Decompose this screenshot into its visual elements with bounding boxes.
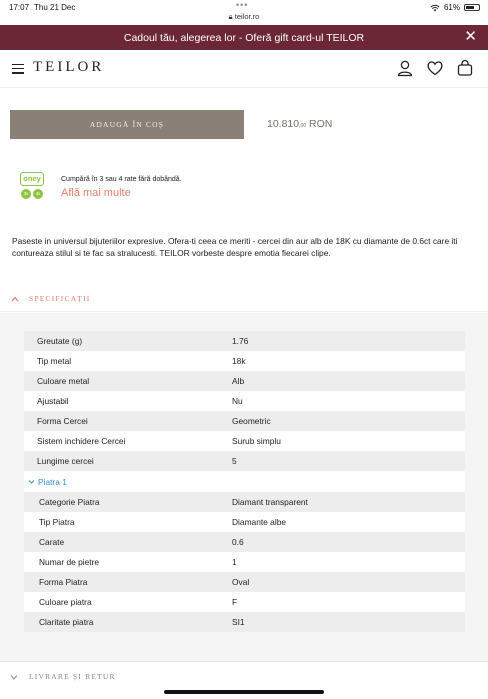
price-main: 10.810 xyxy=(267,118,300,130)
spec-value: Alb xyxy=(232,376,245,386)
price-currency: RON xyxy=(309,118,333,130)
spec-row xyxy=(24,492,465,512)
product-price xyxy=(267,118,332,130)
spec-value: 18k xyxy=(232,356,246,366)
spec-value: Nu xyxy=(232,396,243,406)
spec-value: 0.6 xyxy=(232,537,244,547)
promo-text[interactable]: Cadoul tău, alegerea lor - Oferă gift card-ul TEILOR xyxy=(123,31,365,44)
spec-value: SI1 xyxy=(232,617,245,627)
spec-key: Tip metal xyxy=(37,356,72,366)
delivery-returns-title: LIVRARE ȘI RETUR xyxy=(29,672,116,681)
spec-key: Numar de pietre xyxy=(39,557,100,567)
spec-key: Sistem inchidere Cercei xyxy=(37,436,126,446)
specifications-panel xyxy=(0,313,488,661)
delivery-returns-toggle[interactable] xyxy=(0,661,488,691)
spec-row xyxy=(24,411,465,431)
stone-group-toggle[interactable] xyxy=(24,471,465,492)
specifications-toggle[interactable] xyxy=(0,286,488,312)
oney-badge: oney xyxy=(20,172,44,186)
product-description: Paseste in universul bijuteriilor expresive. Ofera-ti ceea ce meriti - cercei din aur alb de 18K cu diamante de 0.6ct care iti contureaza stilul si te fac sa stralucesti. TEILOR vorbeste despre emotia fiecarei clipe. xyxy=(12,236,458,258)
spec-key: Categorie Piatra xyxy=(39,497,100,507)
home-indicator[interactable] xyxy=(164,690,324,694)
spec-row xyxy=(24,331,465,351)
battery-percent: 61% xyxy=(443,3,460,12)
price-decimals: ,00 xyxy=(299,123,307,129)
spec-row xyxy=(24,552,465,572)
spec-value: 5 xyxy=(232,456,237,466)
cart-icon[interactable] xyxy=(456,59,474,77)
status-time: 17:07 xyxy=(9,3,30,12)
oney-4x-dot: 4x xyxy=(33,189,43,199)
spec-row xyxy=(24,391,465,411)
battery-icon xyxy=(464,4,480,11)
spec-key: Carate xyxy=(39,537,65,547)
status-date: Thu 21 Dec xyxy=(34,3,76,12)
status-bar xyxy=(0,0,488,24)
spec-row xyxy=(24,351,465,371)
wifi-icon xyxy=(430,4,440,12)
oney-info-text: Cumpără în 3 sau 4 rate fără dobândă. xyxy=(61,176,182,183)
oney-learn-more-link[interactable]: Află mai multe xyxy=(61,187,131,199)
specifications-table xyxy=(24,331,465,632)
chevron-down-icon xyxy=(10,673,18,681)
spec-key: Tip Piatra xyxy=(39,517,75,527)
spec-value: F xyxy=(232,597,238,607)
chevron-up-icon xyxy=(11,295,19,303)
spec-value: Diamant transparent xyxy=(232,497,308,507)
spec-key: Culoare piatra xyxy=(39,597,92,607)
spec-row xyxy=(24,592,465,612)
lock-icon: 🔒︎ xyxy=(228,12,233,21)
spec-value: 1.76 xyxy=(232,336,249,346)
spec-row xyxy=(24,572,465,592)
specifications-title: SPECIFICAȚII xyxy=(29,294,91,303)
close-icon[interactable]: ✕ xyxy=(464,28,477,45)
spec-key: Forma Piatra xyxy=(39,577,88,587)
stone-group-label: Piatra 1 xyxy=(38,476,67,487)
oney-installments xyxy=(20,172,220,206)
spec-row xyxy=(24,512,465,532)
spec-value: Geometric xyxy=(232,416,271,426)
more-dots-icon[interactable]: ••• xyxy=(236,0,249,10)
purchase-row xyxy=(10,110,488,139)
spec-key: Claritate piatra xyxy=(39,617,94,627)
spec-value: Diamante albe xyxy=(232,517,287,527)
oney-logo xyxy=(20,172,46,202)
promo-banner[interactable] xyxy=(0,25,488,50)
spec-row xyxy=(24,431,465,451)
spec-value: Surub simplu xyxy=(232,436,281,446)
spec-value: 1 xyxy=(232,557,237,567)
spec-key: Forma Cercei xyxy=(37,416,88,426)
spec-row xyxy=(24,371,465,391)
spec-value: Oval xyxy=(232,577,250,587)
spec-row xyxy=(24,532,465,552)
site-header xyxy=(0,50,488,88)
address-bar[interactable] xyxy=(0,12,488,22)
spec-key: Greutate (g) xyxy=(37,336,83,346)
chevron-down-icon xyxy=(28,478,35,485)
wishlist-icon[interactable] xyxy=(426,59,444,77)
spec-key: Lungime cercei xyxy=(37,456,94,466)
oney-3x-dot: 3x xyxy=(21,189,31,199)
address-url: teilor.ro xyxy=(234,12,260,21)
logo[interactable]: TEILOR xyxy=(33,59,105,75)
spec-row xyxy=(24,612,465,632)
spec-key: Culoare metal xyxy=(37,376,90,386)
account-icon[interactable] xyxy=(396,59,414,77)
spec-row xyxy=(24,451,465,471)
spec-key: Ajustabil xyxy=(37,396,69,406)
add-to-cart-button[interactable]: ADAUGĂ ÎN COȘ xyxy=(10,110,244,139)
menu-icon[interactable] xyxy=(12,64,24,74)
